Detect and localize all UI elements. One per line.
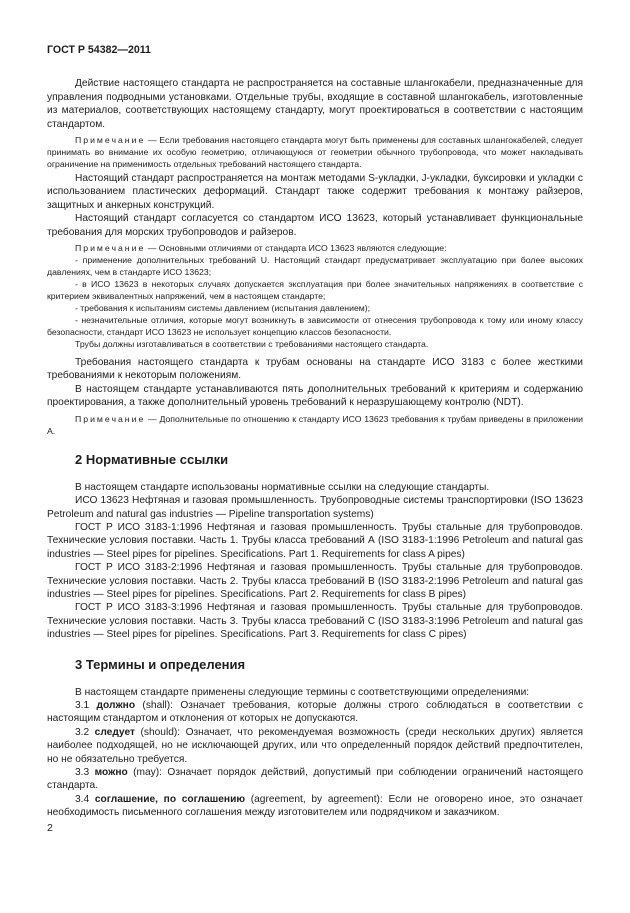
document-header: ГОСТ Р 54382—2011 — [47, 44, 151, 56]
note-2 — [47, 242, 583, 350]
note-label: Примечание — [75, 243, 146, 254]
reference-item: ИСО 13623 Нефтяная и газовая промышленность. Трубопроводные системы транспортировки (ISO 13623 Petroleum and natural gas industries — Pipeline transportation systems) — [47, 495, 583, 520]
note-list-item: - применение дополнительных требований U. Настоящий стандарт предусматривает эксплуатацию при более высоких давлениях, чем в стандарте ИСО 13623; — [47, 255, 583, 278]
term-definition: 3.4 соглашение, по соглашению (agreement, by agreement): Если не оговорено иное, это означает необходимость письменного соглашения между изготовителем или подрядчиком и заказчиком. — [47, 793, 583, 819]
note-3 — [47, 413, 583, 437]
intro-paragraph-2: Настоящий стандарт распространяется на монтаж методами S-укладки, J-укладки, буксировки и укладки с использованием пластических деформаций. Стандарт также содержит требования к монтажу райзеров, защитных и анкерных конструкций. — [47, 173, 583, 211]
page-number: 2 — [47, 822, 53, 834]
section-2-heading: 2 Нормативные ссылки — [75, 451, 229, 467]
note-label: Примечание — [75, 135, 146, 146]
note-list-item: - в ИСО 13623 в некоторых случаях допускается эксплуатация при более значительных напряжениях в соответствие с критерием эквивалентных напряжений, чем в настоящем стандарте; — [47, 279, 583, 302]
note-1 — [47, 134, 583, 170]
note-text: — Если требования настоящего стандарта могут быть применены для составных шлангокабелей, следует принимать во внимание их особую геометрию, отличающуюся от геометрии обычного трубопровода, что может накладывать ограничение на применимость отдельных требований настоящего стандарта. — [47, 135, 583, 170]
note-text: — Дополнительные по отношению к стандарту ИСО 13623 требования к трубам приведены в приложении А. — [47, 413, 583, 436]
intro-paragraph-5: В настоящем стандарте устанавливаются пять дополнительных требований к критериям и содержанию проектирования, а также дополнительный уровень требований к неразрушающему контролю (NDT). — [47, 383, 583, 409]
note-text: — Основными отличиями от стандарта ИСО 13623 являются следующие: — [145, 243, 447, 254]
term-definition: 3.1 должно (shall): Означает требования, которые должны строго соблюдаться в соответствии с настоящим стандартом и отклонения от которых не допускаются. — [47, 699, 583, 725]
term-name: можно — [94, 767, 128, 778]
note-list-item: - незначительные отличия, которые могут возникнуть в зависимости от отнесения трубопровода к тому или иному классу безопасности, стандарт ИСО 13623 не использует концепцию классов безопасности. — [47, 315, 583, 338]
section-3-intro: В настоящем стандарте применены следующие термины с соответствующими определениями: — [75, 686, 530, 698]
intro-paragraph-4: Требования настоящего стандарта к трубам основаны на стандарте ИСО 3183 с более жесткими требованиями к некоторым положениям. — [47, 357, 583, 382]
intro-paragraph-3: Настоящий стандарт согласуется со стандартом ИСО 13623, который устанавливает функциональные требования для морских трубопроводов и райзеров. — [47, 213, 583, 238]
reference-item: ГОСТ Р ИСО 3183-1:1996 Нефтяная и газовая промышленность. Трубы стальные для трубопроводов. Технические условия поставки. Часть 1. Трубы класса требований А (ISO 3183-1:1996 Petroleum and natural gas industries — Steel pipes for pipelines. Specifications. Part 1. Requirements for class A pipes) — [47, 521, 583, 560]
term-definition: 3.2 следует (should): Означает, что рекомендуемая возможность (среди нескольких других) является наиболее подходящей, но не исключающей других, или что определенный порядок действий предпочтителен, но не обязательно требуется. — [47, 726, 583, 765]
note-tail: Трубы должны изготавливаться в соответствии с требованиями настоящего стандарта. — [75, 339, 429, 350]
note-label: Примечание — [75, 413, 146, 424]
term-name: должно — [96, 699, 136, 711]
term-name: соглашение, по соглашению — [94, 793, 246, 805]
reference-item: ГОСТ Р ИСО 3183-3:1996 Нефтяная и газовая промышленность. Трубы стальные для трубопроводов. Технические условия поставки. Часть 3. Трубы класса требований С (ISO 3183-3:1996 Petroleum and natural gas industries — Steel pipes for pipelines. Specifications. Part 3. Requirements for class C pipes) — [47, 602, 583, 641]
section-3-heading: 3 Термины и определения — [75, 656, 246, 672]
note-list-item: - требования к испытаниям системы давлением (испытания давлением); — [75, 303, 371, 314]
reference-item: В настоящем стандарте использованы нормативные ссылки на следующие стандарты. — [75, 481, 490, 493]
intro-paragraph-1: Действие настоящего стандарта не распространяется на составные шлангокабели, предназначенные для управления подводными установками. Отдельные трубы, входящие в составной шлангокабель, изготовленные из материалов, соответствующих настоящему стандарту, могут проектироваться в соответствии с настоящим стандартом. — [47, 78, 583, 130]
term-definition: 3.3 можно (may): Означает порядок действий, допустимый при соблюдении ограничений настоящего стандарта. — [47, 767, 583, 792]
term-name: следует — [94, 726, 135, 738]
reference-item: ГОСТ Р ИСО 3183-2:1996 Нефтяная и газовая промышленность. Трубы стальные для трубопроводов. Технические условия поставки. Часть 2. Трубы класса требований В (ISO 3183-2:1996 Petroleum and natural gas industries — Steel pipes for pipelines. Specifications. Part 2. Requirements for class B pipes) — [47, 562, 583, 600]
